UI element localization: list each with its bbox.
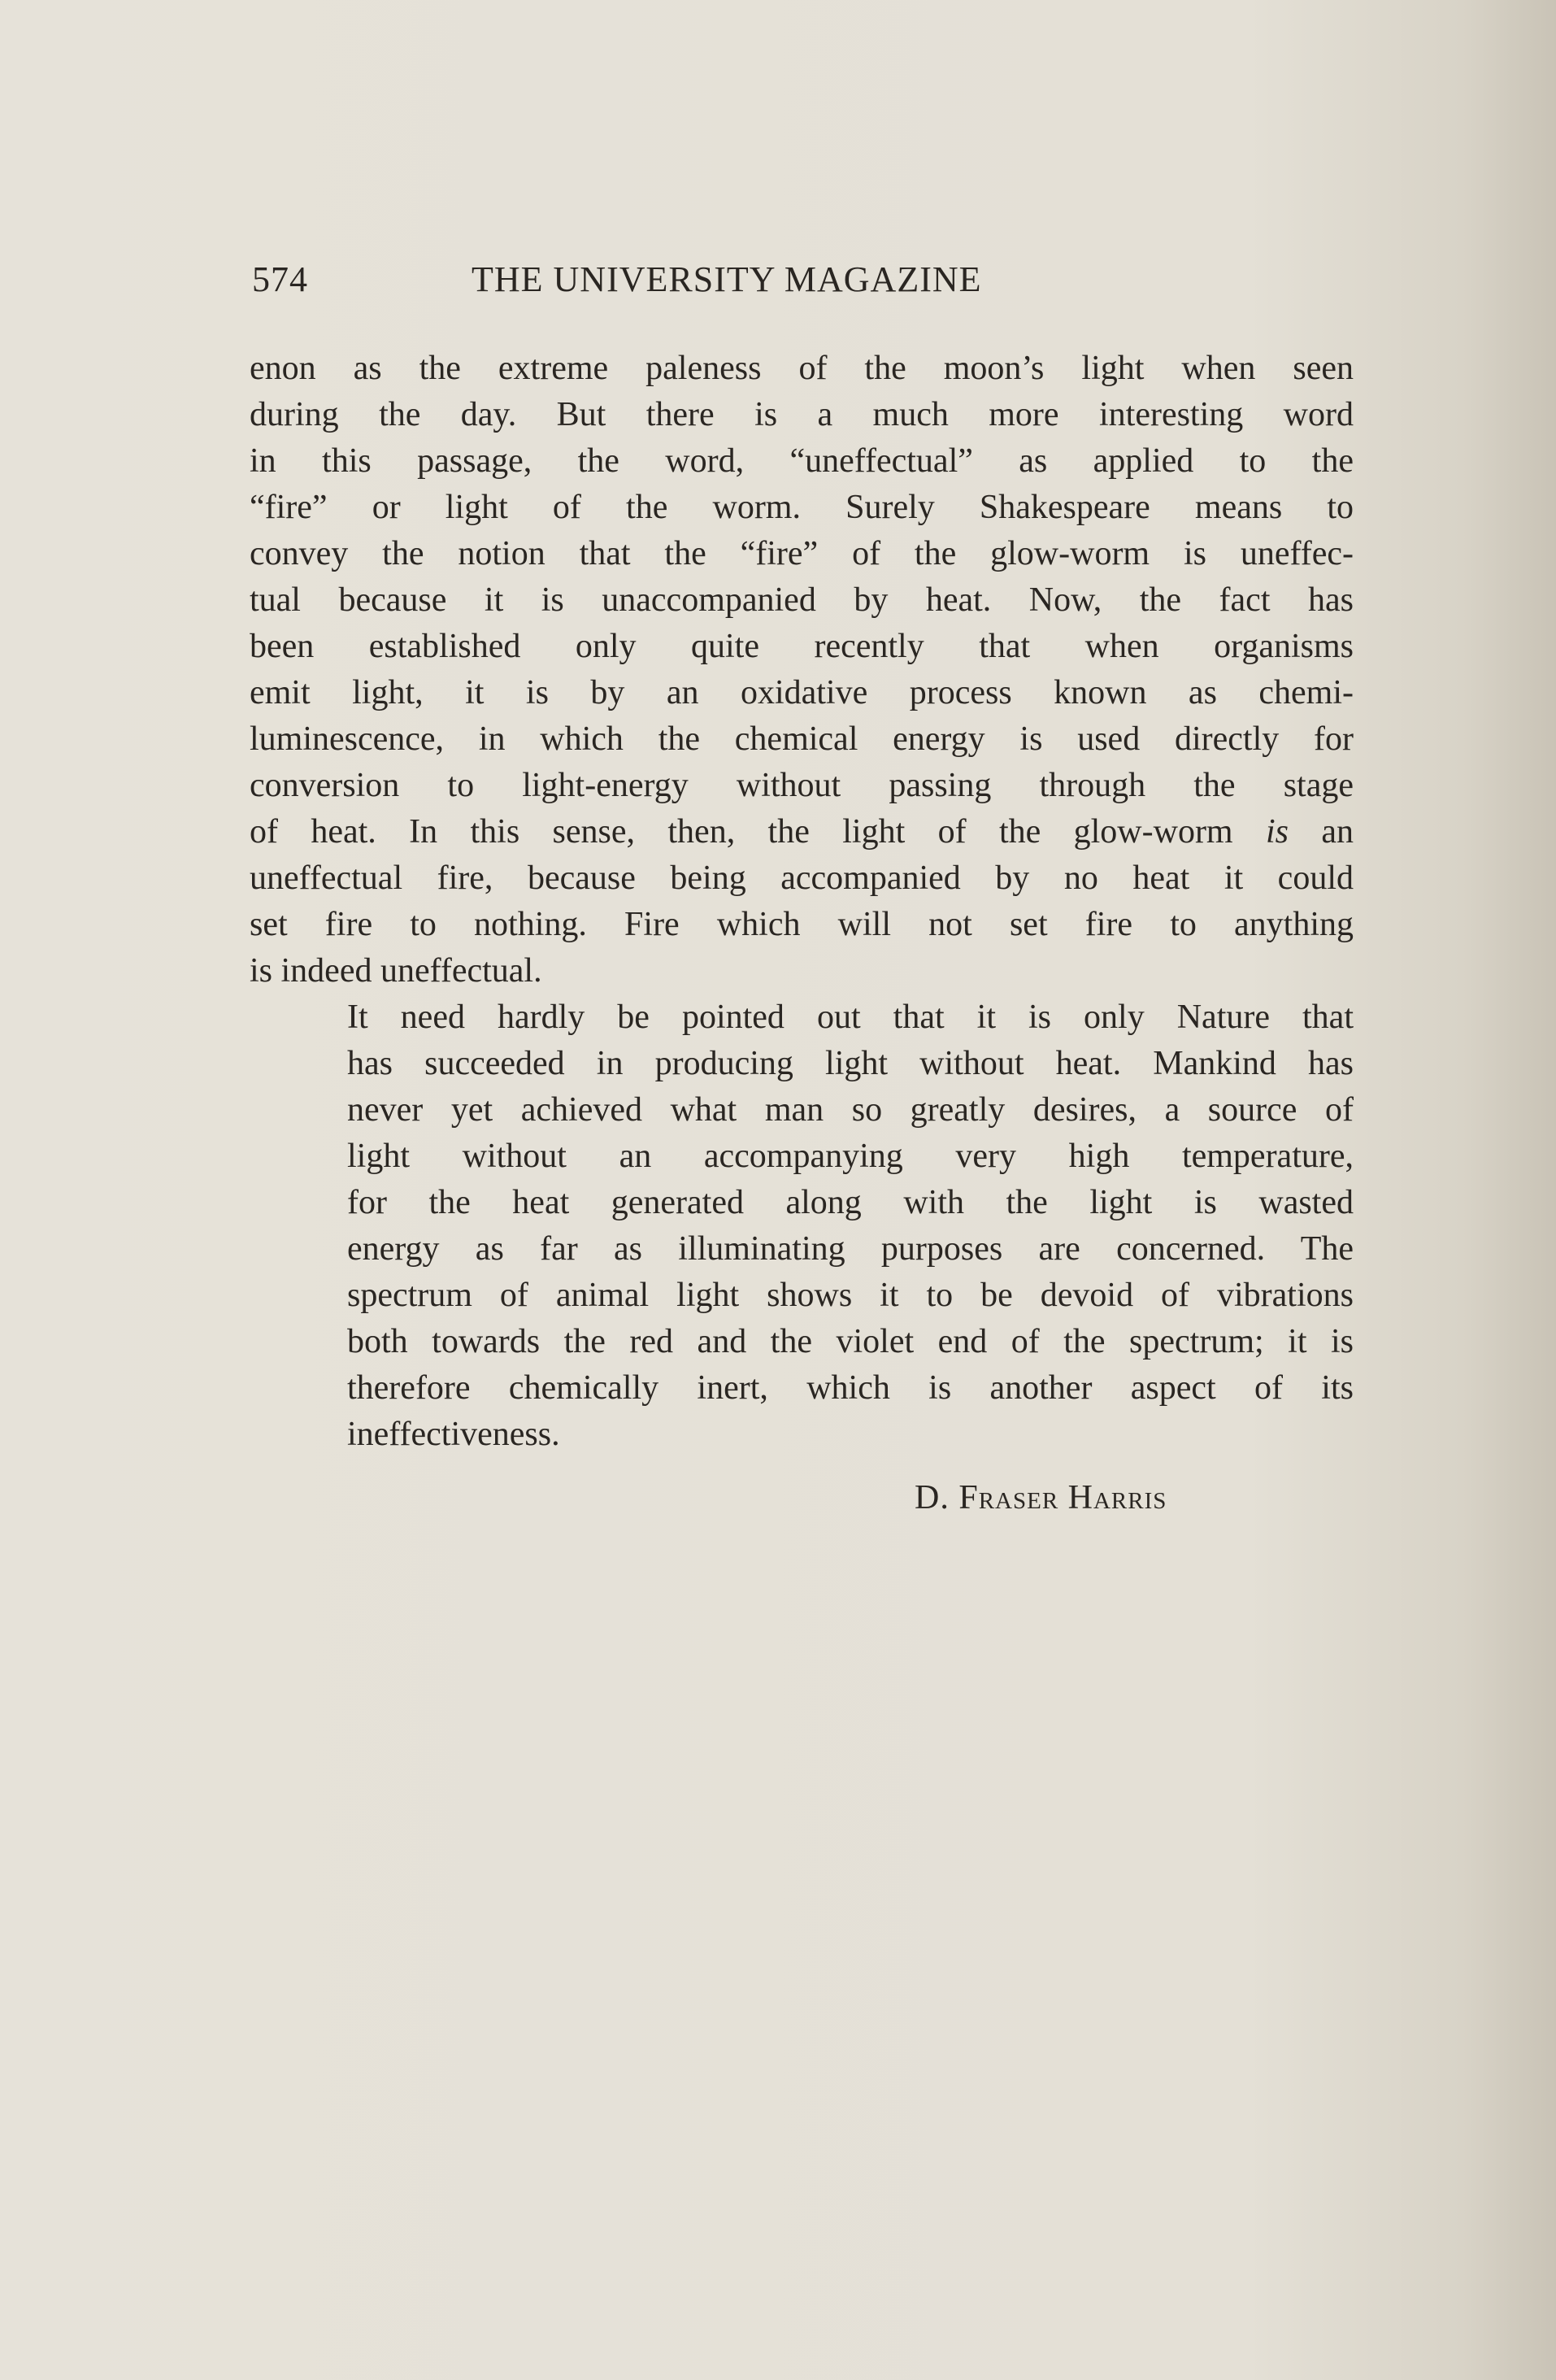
text-line: emit light, it is by an oxidative process known as chemi- [250,674,1354,711]
text-line: never yet achieved what man so greatly desires, a source of [347,1091,1354,1129]
text-line: light without an accompanying very high temperature, [347,1138,1354,1175]
text-line: It need hardly be pointed out that it is only Nature that [347,999,1354,1036]
text-line: luminescence, in which the chemical energy is used directly for [250,720,1354,758]
text-line: convey the notion that the “fire” of the glow-worm is uneffec- [250,535,1354,572]
page-header [252,259,1122,307]
text-line: been established only quite recently that when organisms [250,628,1354,665]
text-line: spectrum of animal light shows it to be devoid of vibrations [347,1277,1354,1314]
paragraph-1 [250,346,1354,994]
text-line: is indeed uneffectual. [250,952,542,990]
text-line: tual because it is unaccompanied by heat. Now, the fact has [250,581,1354,619]
text-line: therefore chemically inert, which is another aspect of its [347,1369,1354,1407]
text-line: uneffectual fire, because being accompanied by no heat it could [250,859,1354,897]
text-line: enon as the extreme paleness of the moon’s light when seen [250,350,1354,387]
text-line: has succeeded in producing light without heat. Mankind has [347,1045,1354,1082]
text-line: ineffectiveness. [347,1416,560,1453]
page-number: 574 [252,259,308,299]
text-line: set fire to nothing. Fire which will not set fire to anything [250,906,1354,943]
text-line: “fire” or light of the worm. Surely Shakespeare means to [250,489,1354,526]
running-head: THE UNIVERSITY MAGAZINE [472,259,982,299]
paragraph-2 [250,994,1354,1458]
text-line: during the day. But there is a much more interesting word [250,396,1354,433]
text-line: conversion to light-energy without passing through the stage [250,767,1354,804]
text-line: both towards the red and the violet end of the spectrum; it is [347,1323,1354,1360]
article-body [250,346,1354,1458]
text-line: energy as far as illuminating purposes are concerned. The [347,1230,1354,1268]
text-line: for the heat generated along with the light is wasted [347,1184,1354,1221]
text-line: of heat. In this sense, then, the light of the glow-worm is an [250,813,1354,851]
text-line: in this passage, the word, “uneffectual” as applied to the [250,442,1354,480]
author-signature: D. Fraser Harris [915,1479,1167,1516]
